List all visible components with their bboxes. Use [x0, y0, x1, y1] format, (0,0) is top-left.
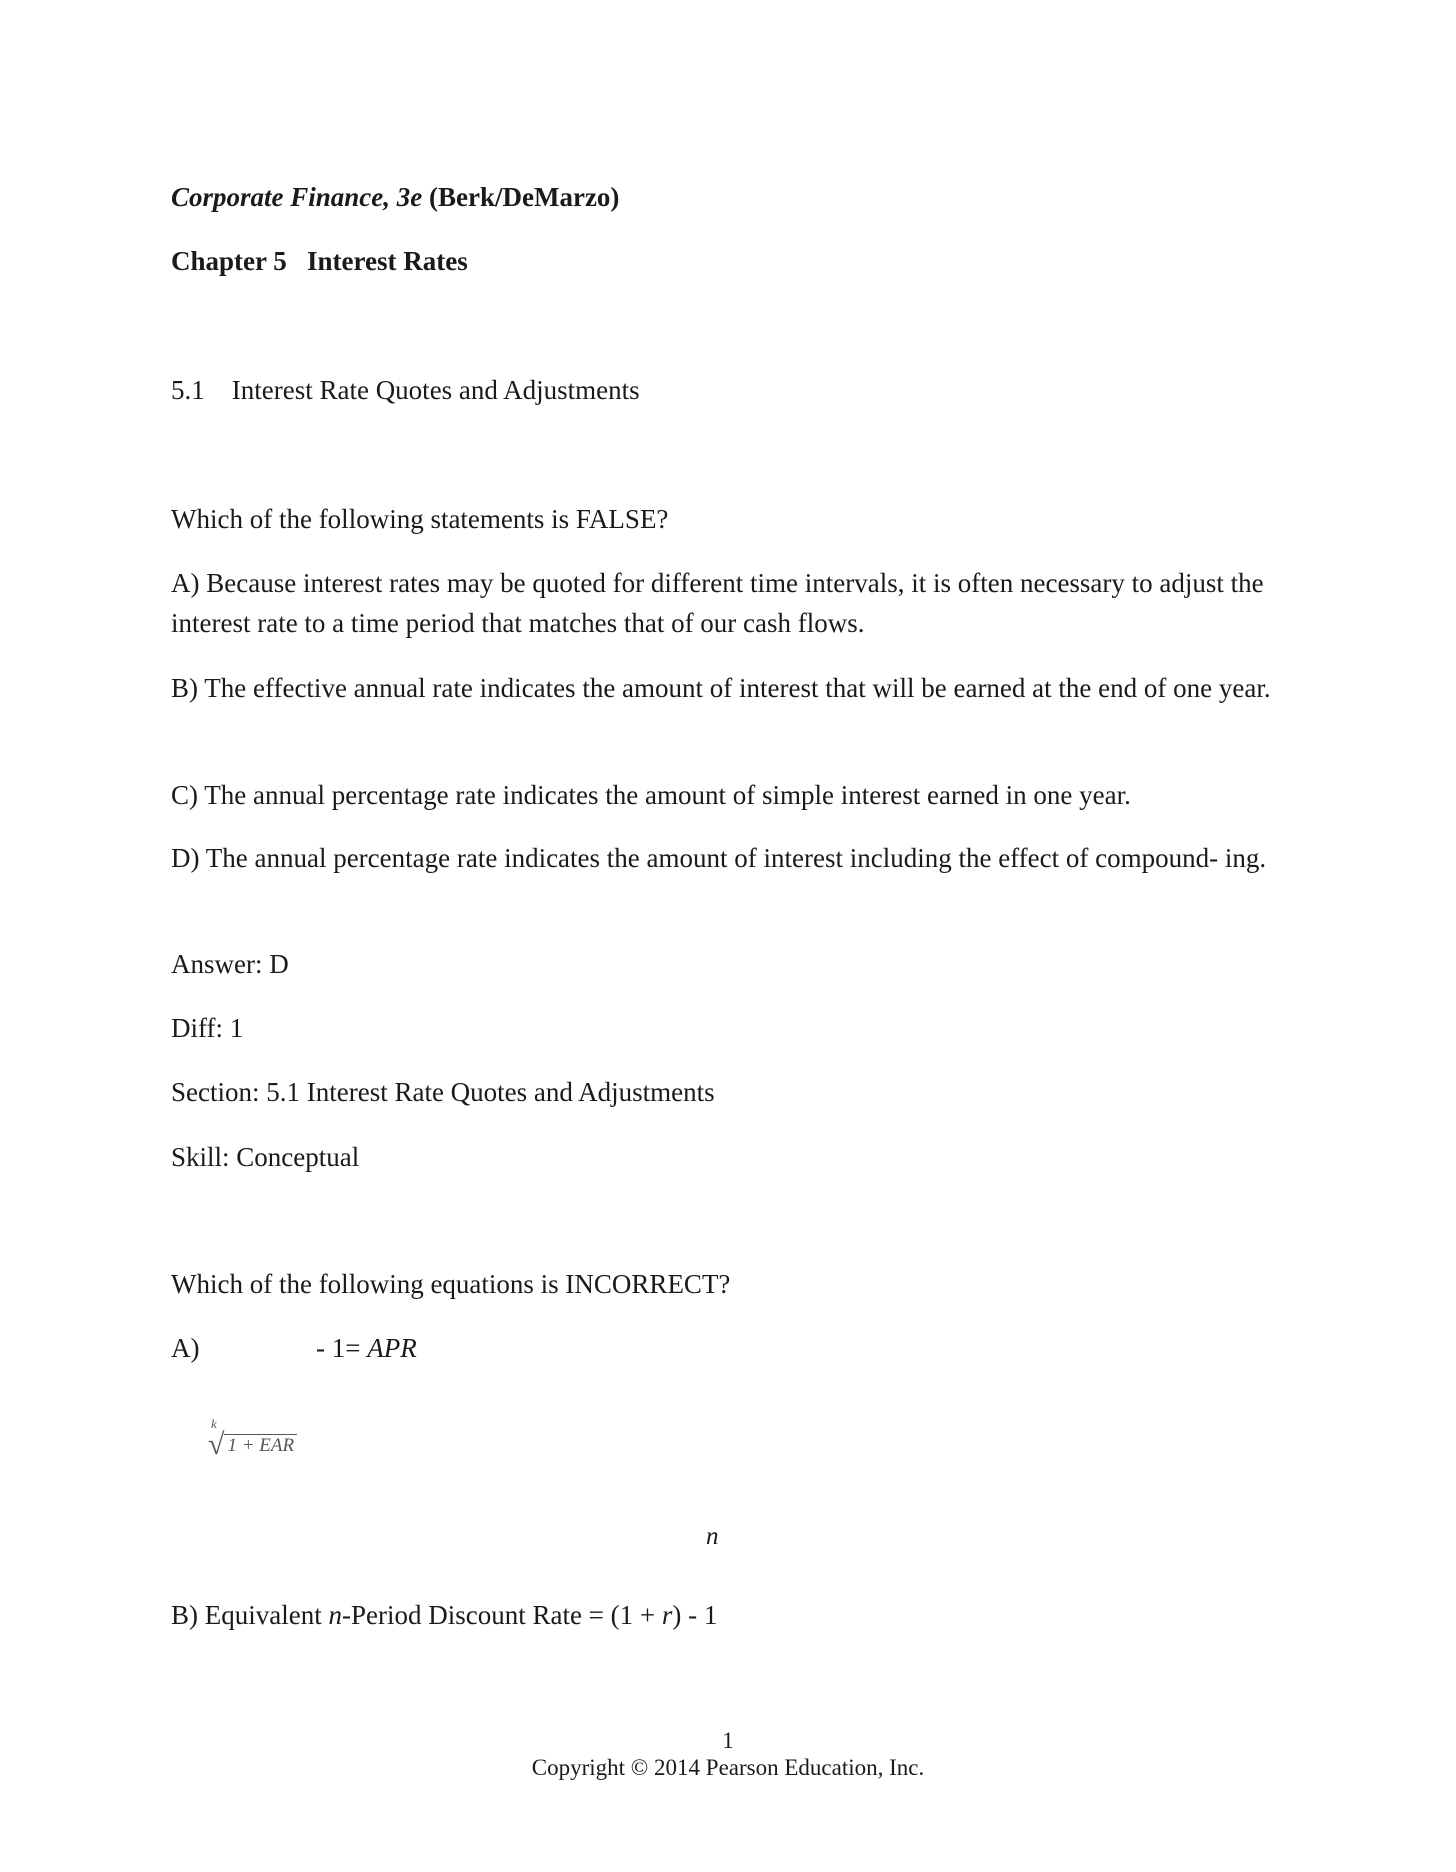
section-heading — [171, 370, 640, 410]
book-title-italic: Corporate Finance, 3e — [171, 182, 423, 212]
option-b-var-r: r — [661, 1600, 673, 1630]
exponent-n: n — [706, 1523, 719, 1550]
question1-option-b: B) The effective annual rate indicates the amount of interest that will be earned at the end of one year. — [171, 673, 1271, 703]
radical-symbol: √ — [208, 1428, 225, 1461]
option-b-suffix: ) - 1 — [672, 1600, 718, 1630]
equation-variable-apr: APR — [367, 1333, 417, 1363]
chapter-heading — [171, 241, 468, 281]
book-title — [171, 177, 619, 217]
chapter-title: Interest Rates — [307, 246, 468, 276]
question1-section: Section: 5.1 Interest Rate Quotes and Adjustments — [171, 1077, 715, 1107]
option-b-middle: -Period Discount Rate = (1 + — [341, 1600, 662, 1630]
radical-index: k — [211, 1416, 217, 1431]
question1-skill: Skill: Conceptual — [171, 1142, 360, 1172]
radical-equation-image — [208, 1416, 297, 1462]
question2-stem: Which of the following equations is INCORRECT? — [171, 1269, 731, 1299]
question1-option-c: C) The annual percentage rate indicates the amount of simple interest earned in one year. — [171, 780, 1131, 810]
option-b-prefix: B) Equivalent — [171, 1600, 329, 1630]
question1-stem: Which of the following statements is FALSE? — [171, 504, 669, 534]
footer-copyright: Copyright © 2014 Pearson Education, Inc. — [531, 1755, 925, 1780]
option-b-var-n: n — [328, 1600, 342, 1630]
footer-page-number: 1 — [722, 1728, 734, 1753]
section-title: Interest Rate Quotes and Adjustments — [231, 375, 640, 405]
section-number: 5.1 — [171, 375, 205, 405]
question2-option-a-equation — [316, 1328, 417, 1368]
question1-difficulty: Diff: 1 — [171, 1013, 244, 1043]
question1-option-a: A) Because interest rates may be quoted for different time intervals, it is often necessary to adjust the interest rate to a time period that matches that of our cash flows. — [171, 568, 1264, 638]
book-authors: (Berk/DeMarzo) — [429, 182, 620, 212]
question2-option-b — [171, 1595, 717, 1635]
question2-option-a-label: A) — [171, 1333, 200, 1363]
equation-prefix: - 1= — [316, 1333, 368, 1363]
radical-content: 1 + EAR — [224, 1434, 297, 1456]
chapter-number: Chapter 5 — [171, 246, 287, 276]
question1-option-d: D) The annual percentage rate indicates the amount of interest including the effect of compound- ing. — [171, 843, 1267, 873]
question1-answer: Answer: D — [171, 949, 289, 979]
